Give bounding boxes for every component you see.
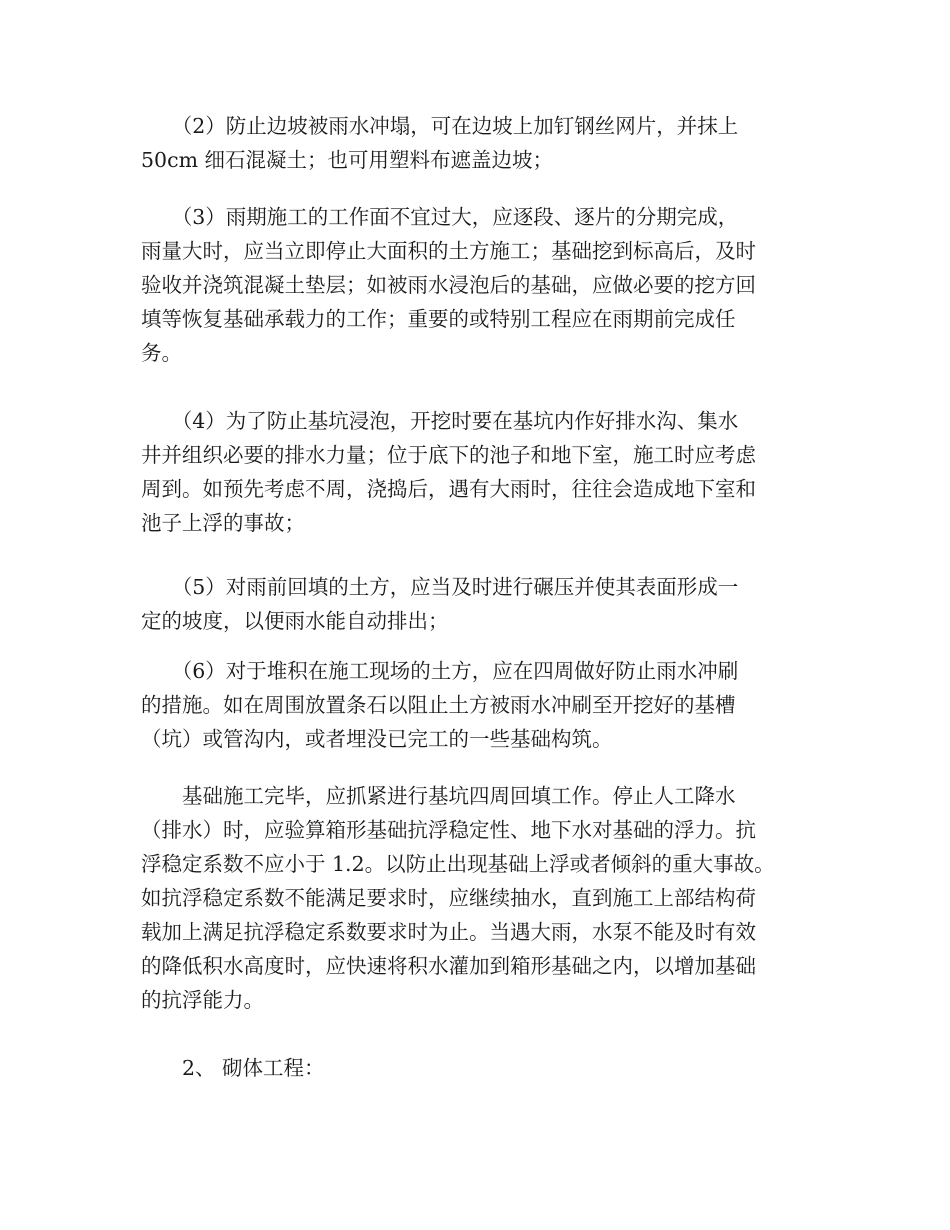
paragraph-item-3-work-area: （3）雨期施工的工作面不宜过大，应逐段、逐片的分期完成， 雨量大时，应当立即停止大面积的土方施工；基础挖到标高后，及时 验收并浇筑混凝土垫层；如被雨水浸泡后的基础，应做必要的挖方回 填等恢复基础承载力的工作；重要的或特别工程应在雨期前完成任 务。 (141, 205, 756, 365)
paragraph-foundation-backfill: 基础施工完毕，应抓紧进行基坑四周回填工作。停止人工降水 （排水）时，应验算箱形基础抗浮稳定性、地下水对基础的浮力。抗 浮稳定系数不应小于 1.2。以防止出现基础上浮或者倾斜的重大事故。 如抗浮稳定系数不能满足要求时，应继续抽水，直到施工上部结构荷 载加上满足抗浮稳定系数要求时为止。当遇大雨，水泵不能及时有效 的降低积水高度时，应快速将积水灌加到箱形基础之内，以增加基础 的抗浮能力。 (141, 784, 775, 1012)
paragraph-item-4-pit-drainage: （4）为了防止基坑浸泡，开挖时要在基坑内作好排水沟、集水 井并组织必要的排水力量；位于底下的池子和地下室，施工时应考虑 周到。如预先考虑不周，浇捣后，遇有大雨时，往往会造成地下室和 池子上浮的事故； (141, 409, 756, 535)
paragraph-item-2-slope-protection: （2）防止边坡被雨水冲塌，可在边坡上加钉钢丝网片，并抹上 50cm 细石混凝土；也可用塑料布遮盖边坡； (141, 114, 739, 172)
paragraph-item-5-backfill: （5）对雨前回填的土方，应当及时进行碾压并使其表面形成一 定的坡度，以便雨水能自动排出； (141, 575, 739, 633)
paragraph-item-6-stockpile: （6）对于堆积在施工现场的土方，应在四周做好防止雨水冲刷 的措施。如在周围放置条石以阻止土方被雨水冲刷至开挖好的基槽 （坑）或管沟内，或者埋没已完工的一些基础构筑。 (141, 659, 739, 751)
section-heading-masonry: 2、 砌体工程： (141, 1056, 325, 1080)
